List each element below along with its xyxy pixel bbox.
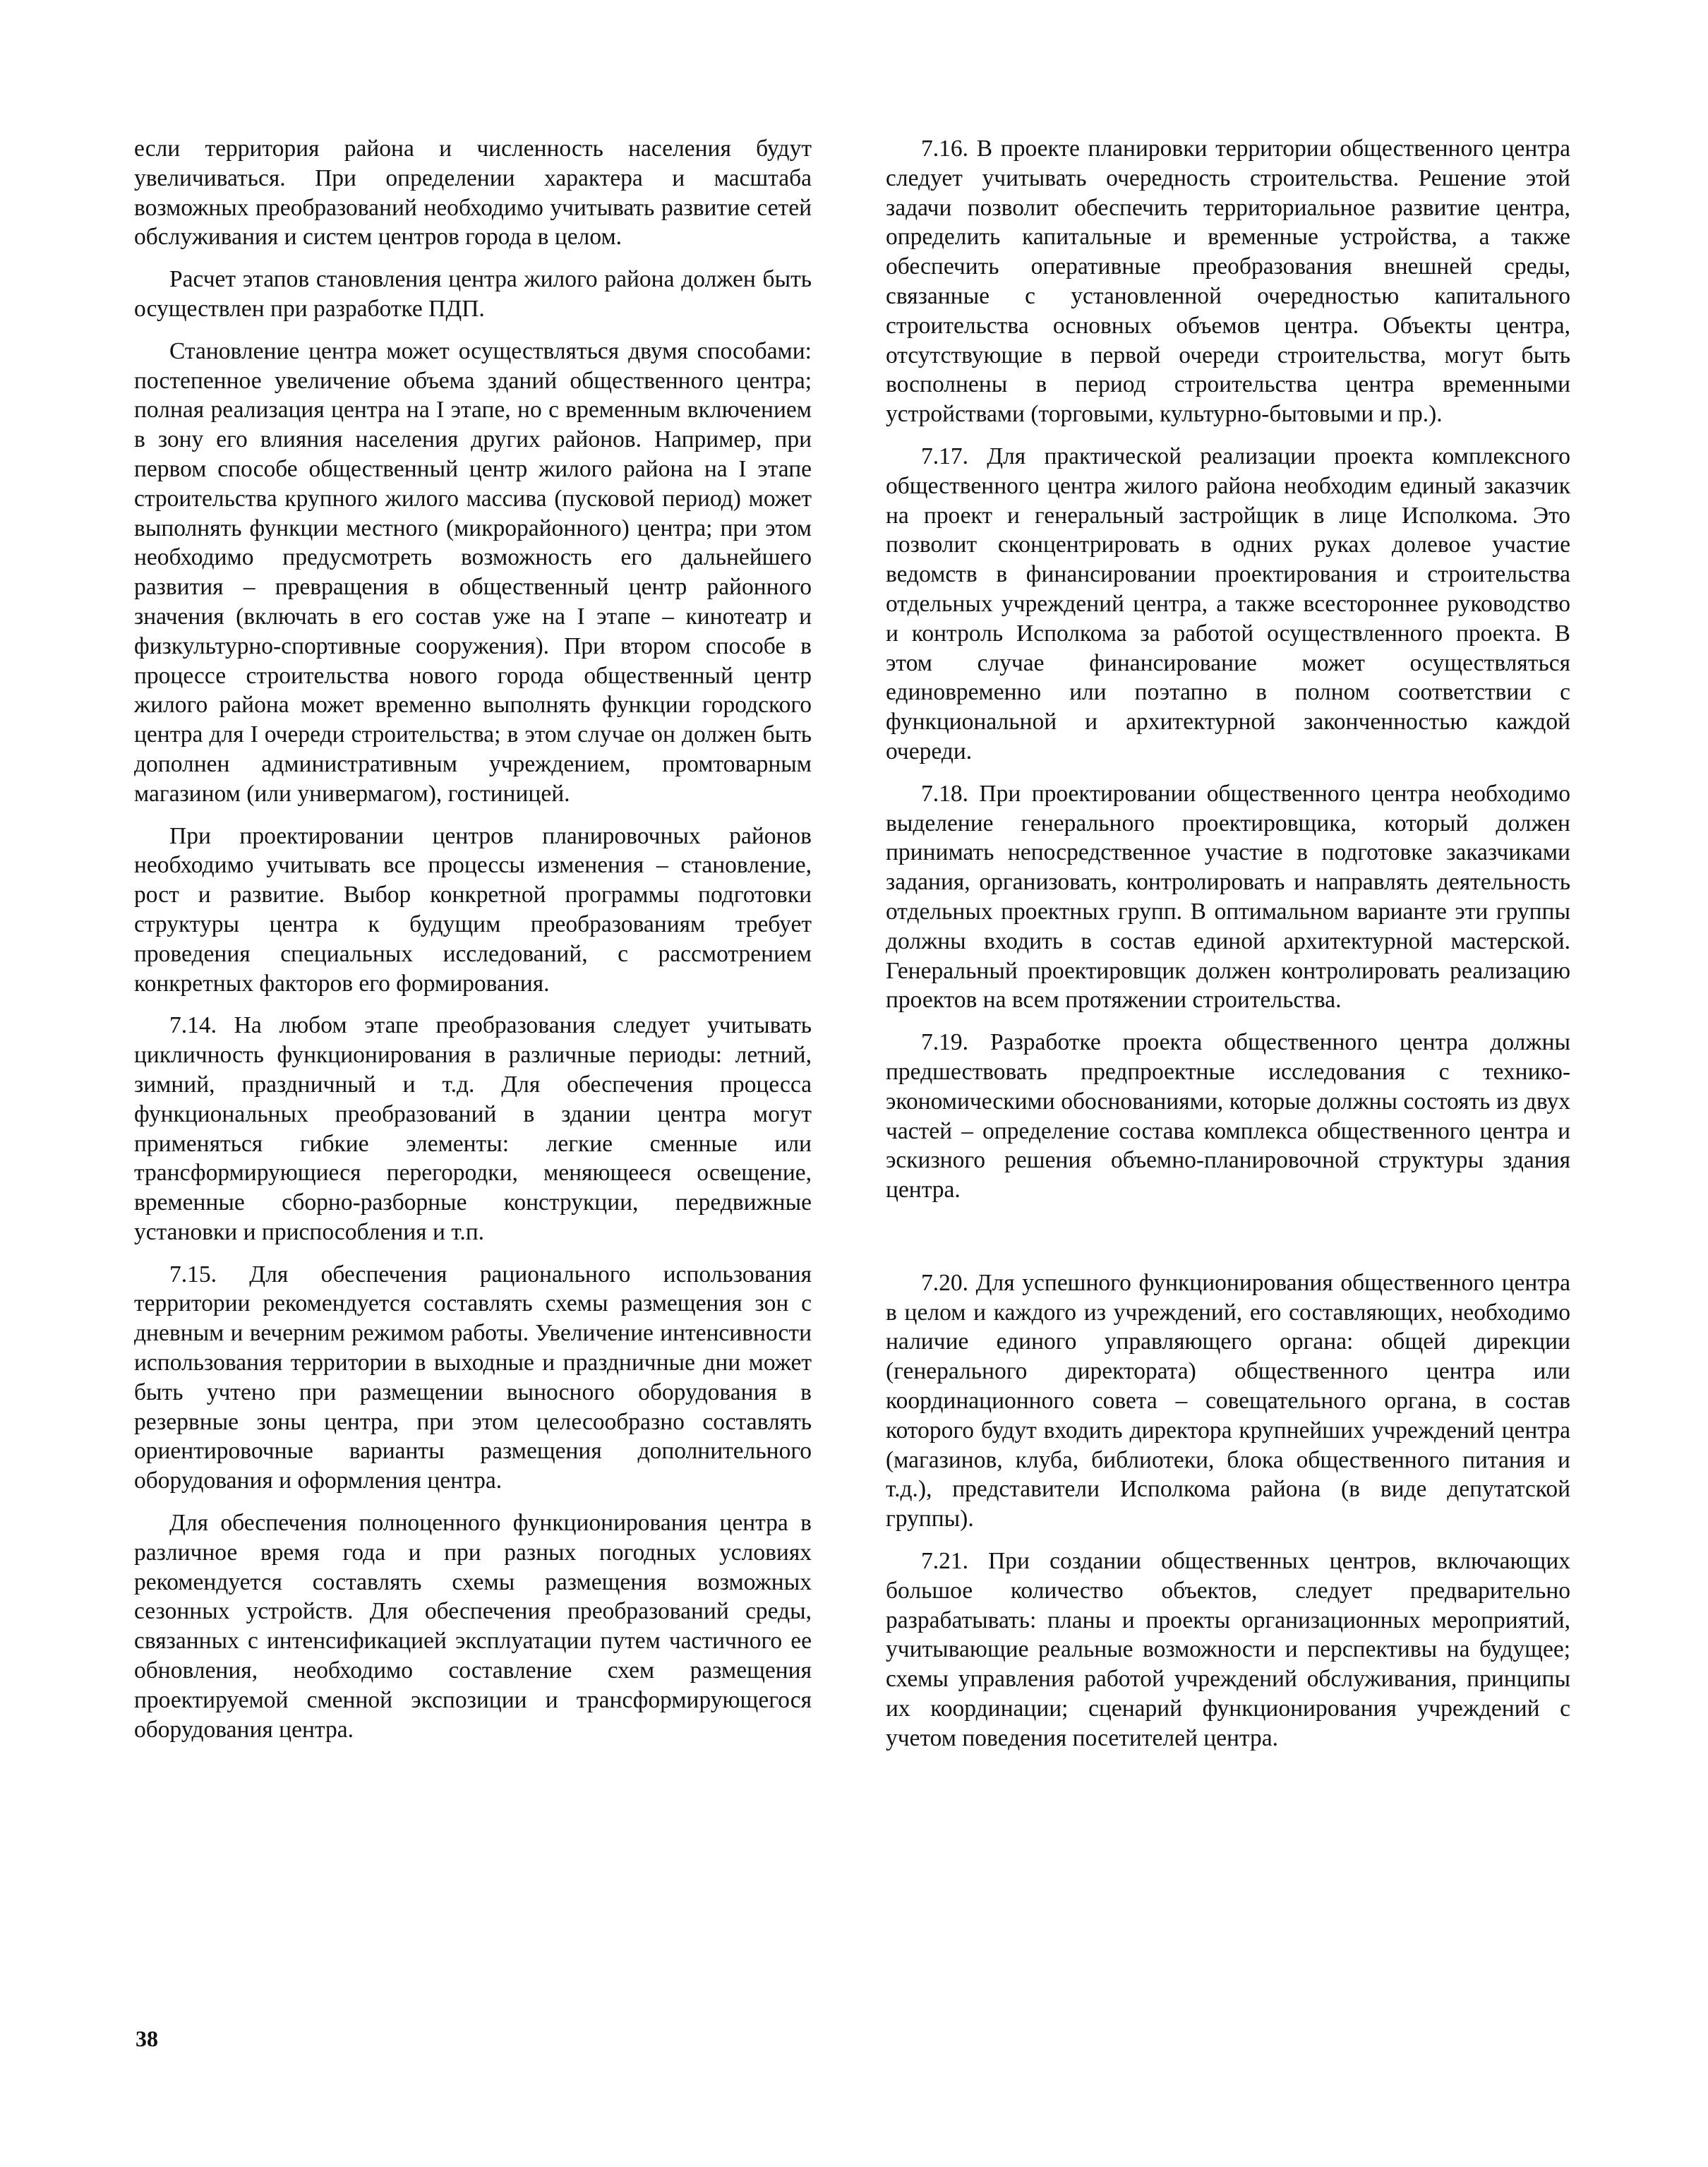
paragraph-7-21: 7.21. При создании общественных центров, включающих большое количество объектов, следует предварительно разрабатывать: планы и проекты организационных мероприятий, учитывающие реальные возможности и перспективы на будущее; схемы управления работой учреждений обслуживания, принципы их координации; сценарий функционирования учреждений с учетом поведения посетителей центра.	[886, 1548, 1570, 1751]
left-column	[134, 134, 812, 1757]
paragraph-7-17: 7.17. Для практической реализации проекта комплексного общественного центра жилого района необходим единый заказчик на проект и генеральный застройщик в лице Исполкома. Это позволит сконцентрировать в одних руках долевое участие ведомств в финансировании проектирования и строительства отдельных учреждений центра, а также всестороннее руководство и контроль Исполкома за работой осуществленного проекта. В этом случае финансирование может осуществляться единовременно или поэтапно в полном соответствии с функциональной и архитектурной законченностью каждой очереди.	[886, 443, 1570, 764]
paragraph-stages-calculation: Расчет этапов становления центра жилого района должен быть осуществлен при разработке ПДП.	[134, 266, 812, 322]
paragraph-7-16: 7.16. В проекте планировки территории общественного центра следует учитывать очередность строительства. Решение этой задачи позволит обеспечить территориальное развитие центра, определить капитальные и временные устройства, а также обеспечить оперативные преобразования внешней среды, связанные с установленной очередностью капитального строительства основных объемов центра. Объекты центра, отсутствующие в первой очереди строительства, могут быть восполнены в период строительства центра временными устройствами (торговыми, культурно-бытовыми и пр.).	[886, 136, 1570, 428]
paragraph-7-18: 7.18. При проектировании общественного центра необходимо выделение генерального проектировщика, который должен принимать непосредственное участие в подготовке заказчиками задания, организовать, контролировать и направлять деятельность отдельных проектных групп. В оптимальном варианте эти группы должны входить в состав единой архитектурной мастерской. Генеральный проектировщик должен контролировать реализацию проектов на всем протяжении строительства.	[886, 780, 1570, 1014]
paragraph-7-20: 7.20. Для успешного функционирования общественного центра в целом и каждого из учреждений, его составляющих, необходимо наличие единого управляющего органа: общей дирекции (генерального директората) общественного центра или координационного совета – совещательного органа, в состав которого будут входить директора крупнейших учреждений центра (магазинов, клуба, библиотеки, блока общественного питания и т.д.), представители Исполкома района (в виде депутатской группы).	[886, 1269, 1570, 1532]
paragraph-7-19: 7.19. Разработке проекта общественного центра должны предшествовать предпроектные исследования с технико-экономическими обоснованиями, которые должны состоять из двух частей – определение состава комплекса общественного центра и эскизного решения объемно-планировочной структуры здания центра.	[886, 1029, 1570, 1203]
paragraph-continuation: если территория района и численность населения будут увеличиваться. При определении характера и масштаба возможных преобразований необходимо учитывать развитие сетей обслуживания и систем центров города в целом.	[134, 136, 812, 251]
page-number: 38	[136, 2026, 158, 2051]
paragraph-planning-districts: При проектировании центров планировочных районов необходимо учитывать все процессы изменения – становление, рост и развитие. Выбор конкретной программы подготовки структуры центра к будущим преобразованиям требует проведения специальных исследований, с рассмотрением конкретных факторов его формирования.	[134, 822, 812, 997]
paragraph-center-formation: Становление центра может осуществляться двумя способами: постепенное увеличение объема зданий общественного центра; полная реализация центра на I этапе, но с временным включением в зону его влияния населения других районов. Например, при первом способе общественный центр жилого района на I этапе строительства крупного жилого массива (пусковой период) может выполнять функции местного (микрорайонного) центра; при этом необходимо предусмотреть возможность его дальнейшего развития – превращения в общественный центр районного значения (включать в его состав уже на I этапе – кинотеатр и физкультурно-спортивные сооружения). При втором способе в процессе строительства нового города общественный центр жилого района может временно выполнять функции городского центра для I очереди строительства; в этом случае он должен быть дополнен административным учреждением, промтоварным магазином (или универмагом), гостиницей.	[134, 337, 812, 807]
paragraph-7-15: 7.15. Для обеспечения рационального использования территории рекомендуется составлять схемы размещения зон с дневным и вечерним режимом работы. Увеличение интенсивности использования территории в выходные и праздничные дни может быть учтено при размещении выносного оборудования в резервные зоны центра, при этом целесообразно составлять ориентировочные варианты размещения дополнительного оборудования и оформления центра.	[134, 1261, 812, 1494]
right-column	[886, 134, 1570, 1766]
paragraph-seasonal-devices: Для обеспечения полноценного функционирования центра в различное время года и при разных погодных условиях рекомендуется составлять схемы размещения возможных сезонных устройств. Для обеспечения преобразований среды, связанных с интенсификацией эксплуатации путем частичного ее обновления, необходимо составление схем размещения проектируемой сменной экспозиции и трансформирующегося оборудования центра.	[134, 1510, 812, 1743]
paragraph-7-14: 7.14. На любом этапе преобразования следует учитывать цикличность функционирования в различные периоды: летний, зимний, праздничный и т.д. Для обеспечения процесса функциональных преобразований в здании центра могут применяться гибкие элементы: легкие сменные или трансформирующиеся перегородки, меняющееся освещение, временные сборно-разборные конструкции, передвижные установки и приспособления и т.п.	[134, 1012, 812, 1245]
